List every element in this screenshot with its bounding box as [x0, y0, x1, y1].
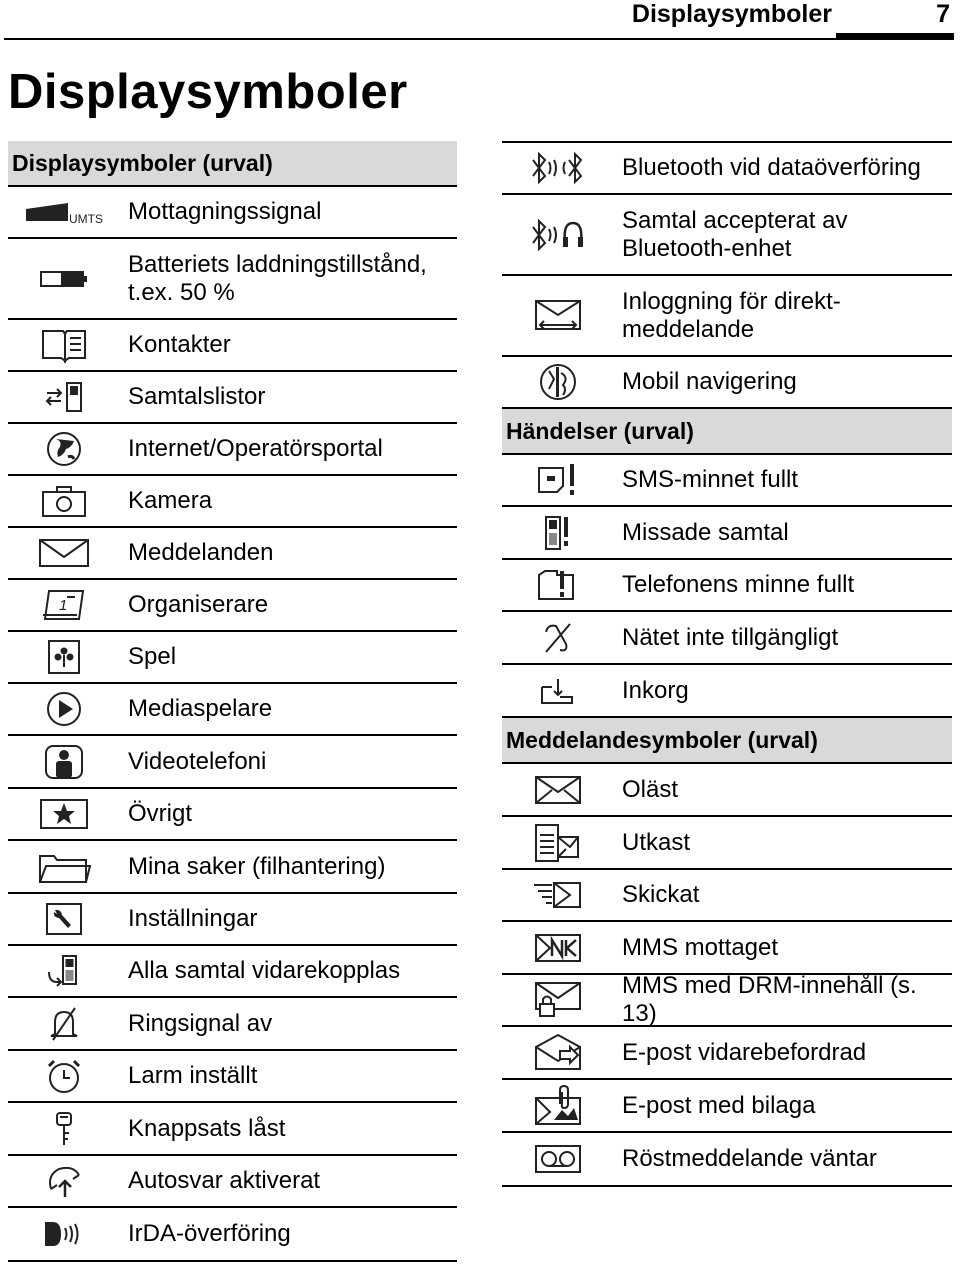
email-forwarded-icon — [502, 1027, 614, 1078]
star-icon — [8, 789, 120, 839]
item-label: Larm inställt — [128, 1062, 258, 1089]
section-header-events: Händelser (urval) — [502, 409, 952, 455]
item-label: MMS med DRM-innehåll (s. 13) — [622, 972, 917, 1027]
list-item — [8, 946, 457, 998]
header-tab-marker — [836, 33, 954, 40]
camera-icon — [8, 476, 120, 526]
list-item — [8, 424, 457, 476]
list-item — [502, 1080, 952, 1133]
irda-icon — [8, 1208, 120, 1260]
page-title: Displaysymboler — [8, 65, 408, 119]
bluetooth-transfer-icon — [502, 143, 614, 193]
list-item — [8, 320, 457, 372]
list-item — [502, 560, 952, 612]
organizer-icon — [8, 580, 120, 630]
list-item — [502, 507, 952, 560]
list-item — [8, 998, 457, 1051]
list-item — [8, 1156, 457, 1208]
list-item — [502, 922, 952, 975]
list-item — [8, 580, 457, 632]
push-message-icon — [502, 276, 614, 355]
auto-answer-icon — [8, 1156, 120, 1206]
list-item — [502, 276, 952, 357]
list-item — [8, 476, 457, 528]
contacts-book-icon — [8, 320, 120, 370]
item-label: Ringsignal av — [128, 1009, 273, 1037]
call-divert-icon — [8, 946, 120, 996]
list-item — [8, 736, 457, 789]
list-item — [502, 612, 952, 665]
item-label: Videotelefoni — [128, 747, 267, 775]
item-label: Spel — [128, 643, 177, 670]
list-item — [8, 1208, 457, 1262]
item-label: Mottagningssignal — [128, 198, 322, 225]
inbox-icon — [502, 665, 614, 716]
item-label: Knappsats låst — [128, 1114, 286, 1142]
battery-icon — [8, 239, 120, 318]
item-label: Övrigt — [128, 800, 193, 827]
list-item — [502, 1027, 952, 1080]
item-label: Samtal accepterat av Bluetooth-enhet — [622, 206, 848, 262]
folder-icon — [8, 841, 120, 892]
item-label: Inloggning för direkt-meddelande — [622, 287, 841, 343]
item-label: Telefonens minne fullt — [622, 571, 855, 598]
item-label: Kamera — [128, 487, 213, 514]
alarm-clock-icon — [8, 1051, 120, 1101]
item-label: MMS mottaget — [622, 933, 779, 961]
list-item — [8, 239, 457, 320]
list-item — [8, 187, 457, 239]
item-label: Inställningar — [128, 905, 258, 932]
list-item — [502, 764, 952, 817]
item-label: Mediaspelare — [128, 695, 273, 722]
list-item — [502, 195, 952, 276]
item-label: Autosvar aktiverat — [128, 1167, 321, 1194]
item-label: Mina saker (filhantering) — [128, 852, 386, 880]
sms-full-icon — [502, 455, 614, 505]
running-header-title: Displaysymboler — [631, 0, 832, 28]
draft-icon — [502, 817, 614, 868]
header-rule — [4, 38, 952, 40]
list-item — [8, 1103, 457, 1156]
ringer-off-icon — [8, 998, 120, 1049]
item-label: Internet/Operatörsportal — [128, 435, 383, 462]
item-label: Alla samtal vidarekopplas — [128, 957, 401, 984]
page-number: 7 — [936, 0, 950, 28]
unread-envelope-icon — [502, 764, 614, 815]
list-item — [502, 1133, 952, 1187]
section-header-messages: Meddelandesymboler (urval) — [502, 718, 952, 764]
right-column — [502, 141, 952, 1187]
svg-text:1: 1 — [59, 597, 68, 614]
missed-call-icon — [502, 507, 614, 558]
item-label: Mobil navigering — [622, 368, 797, 395]
list-item — [8, 684, 457, 736]
list-item — [502, 972, 952, 1027]
play-icon — [8, 684, 120, 734]
list-item — [502, 143, 952, 195]
list-item — [8, 372, 457, 424]
section-header-display-symbols: Displaysymboler (urval) — [8, 141, 457, 187]
list-item — [502, 665, 952, 718]
item-label: Oläst — [622, 775, 679, 803]
voicemail-icon — [502, 1133, 614, 1185]
left-column — [8, 141, 457, 1262]
item-label: Missade samtal — [622, 518, 789, 546]
signal-umts-icon — [8, 187, 120, 237]
item-label: Utkast — [622, 828, 691, 856]
email-attachment-icon — [502, 1080, 614, 1131]
list-item — [502, 455, 952, 507]
mobile-navigation-icon — [502, 357, 614, 407]
bluetooth-headset-icon — [502, 195, 614, 274]
item-label: Samtalslistor — [128, 383, 266, 410]
key-icon — [8, 1103, 120, 1154]
item-label: E-post med bilaga — [622, 1091, 816, 1119]
item-label: Nätet inte tillgängligt — [622, 623, 839, 651]
item-label: Organiserare — [128, 591, 269, 618]
list-item — [8, 789, 457, 841]
item-label: Meddelanden — [128, 539, 274, 566]
mms-received-icon — [502, 922, 614, 973]
list-item — [8, 632, 457, 684]
call-lists-icon — [8, 372, 120, 422]
video-call-icon — [8, 736, 120, 787]
item-label: Bluetooth vid dataöverföring — [622, 154, 921, 181]
list-item — [502, 870, 952, 922]
list-item — [502, 357, 952, 409]
list-item — [8, 841, 457, 894]
sent-icon — [502, 870, 614, 920]
wrench-icon — [8, 894, 120, 944]
globe-icon — [8, 424, 120, 474]
envelope-icon — [8, 528, 120, 578]
item-label: Röstmeddelande väntar — [622, 1145, 877, 1172]
mms-drm-icon — [502, 975, 614, 1025]
list-item — [502, 817, 952, 870]
item-label: E-post vidarebefordrad — [622, 1038, 867, 1066]
item-label: Batteriets laddningstillstånd, t.ex. 50 % — [128, 250, 427, 306]
item-label: Inkorg — [622, 676, 689, 704]
list-item — [8, 528, 457, 580]
item-label: IrDA-överföring — [128, 1220, 291, 1247]
no-network-icon — [502, 612, 614, 663]
memory-full-icon — [502, 560, 614, 610]
svg-text:UMTS: UMTS — [69, 212, 103, 226]
item-label: Kontakter — [128, 331, 231, 358]
list-item — [8, 894, 457, 946]
item-label: Skickat — [622, 881, 700, 908]
item-label: SMS-minnet fullt — [622, 466, 799, 493]
list-item — [8, 1051, 457, 1103]
games-icon — [8, 632, 120, 682]
